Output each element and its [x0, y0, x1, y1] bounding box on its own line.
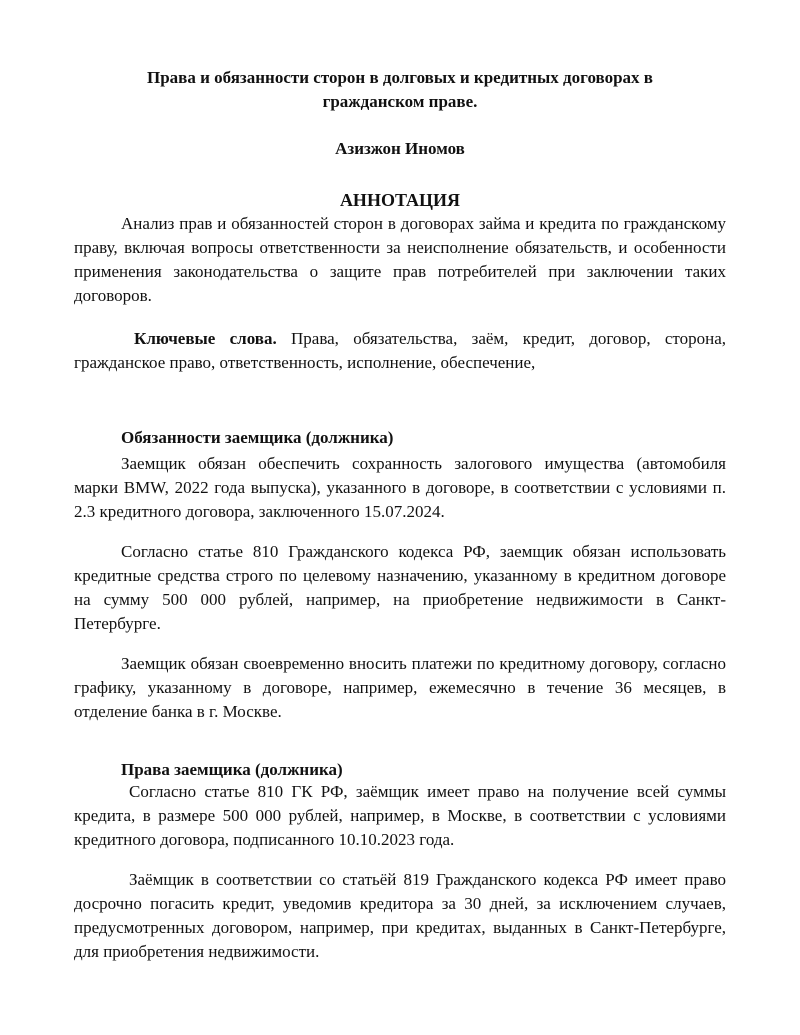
duties-paragraph-1: Заемщик обязан обеспечить сохранность залогового имущества (автомобиля марки BMW, 2022 года выпуска), указанного в договоре, в соответствии с условиями п. 2.3 кредитного договора, заключенного 15.07.2024.	[74, 454, 726, 521]
annotation-text: Анализ прав и обязанностей сторон в договорах займа и кредита по гражданскому праву, включая вопросы ответственности за неисполнение обязательств, и особенности применения законодательства о защите прав потребителей при заключении таких договоров.	[74, 214, 726, 305]
keywords-paragraph	[74, 327, 726, 375]
annotation-heading: АННОТАЦИЯ	[339, 190, 461, 210]
duties-paragraph-2: Согласно статье 810 Гражданского кодекса РФ, заемщик обязан использовать кредитные средства строго по целевому назначению, указанному в кредитном договоре на сумму 500 000 рублей, например, на приобретение недвижимости в Санкт-Петербурге.	[74, 542, 726, 633]
document-title-line-1: Права и обязанности сторон в долговых и кредитных договорах в	[147, 68, 653, 87]
duties-heading: Обязанности заемщика (должника)	[121, 428, 394, 447]
document-title	[0, 66, 800, 114]
rights-paragraph-1: Согласно статье 810 ГК РФ, заёмщик имеет право на получение всей суммы кредита, в размере 500 000 рублей, например, в Москве, в соответствии с условиями кредитного договора, подписанного 10.10.2023 года.	[74, 782, 726, 849]
rights-heading: Права заемщика (должника)	[121, 760, 343, 779]
keywords-label: Ключевые слова.	[134, 329, 277, 348]
duties-paragraph-3: Заемщик обязан своевременно вносить платежи по кредитному договору, согласно графику, указанному в договоре, например, ежемесячно в течение 36 месяцев, в отделение банка в г. Москве.	[74, 654, 726, 721]
rights-paragraph-2: Заёмщик в соответствии со статьёй 819 Гражданского кодекса РФ имеет право досрочно погасить кредит, уведомив кредитора за 30 дней, за исключением случаев, предусмотренных договором, например, при кредитах, выданных в Санкт-Петербурге, для приобретения недвижимости.	[74, 870, 726, 961]
author-name: Азизжон Иномов	[335, 139, 465, 158]
document-title-line-2: гражданском праве.	[322, 92, 478, 111]
keywords-text: Права, обязательства, заём, кредит, договор, сторона, гражданское право, ответственность, исполнение, обеспечение,	[74, 329, 726, 372]
